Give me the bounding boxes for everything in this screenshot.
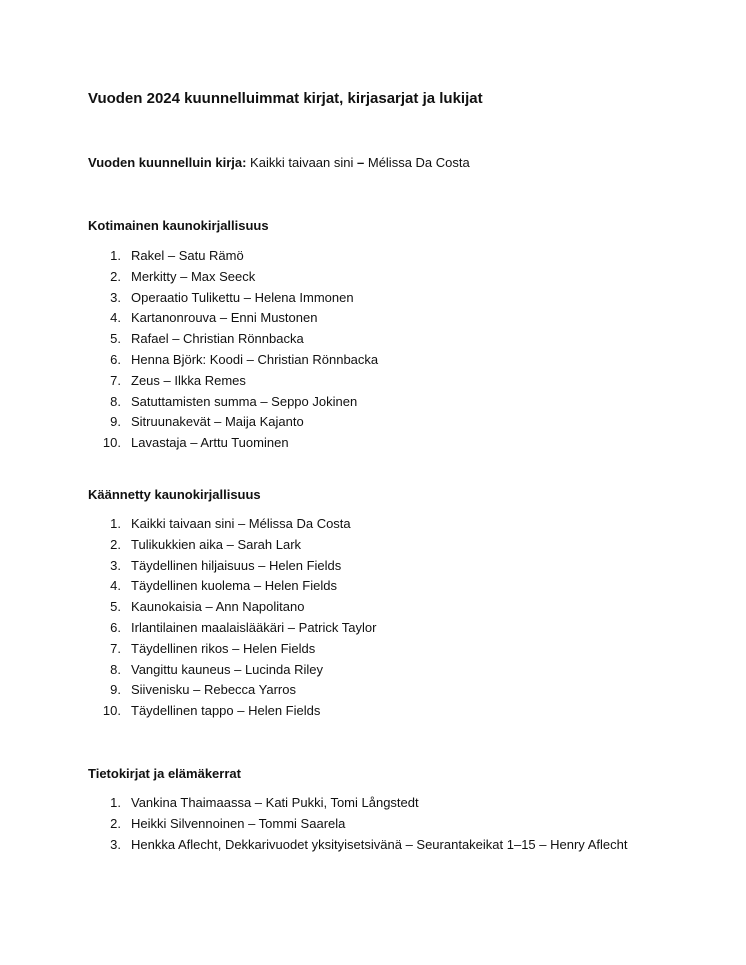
- list-item-text: Tulikukkien aika – Sarah Lark: [131, 536, 302, 552]
- list-number: 5.: [110, 599, 121, 615]
- list-item: [88, 308, 648, 329]
- list-item: [88, 350, 648, 371]
- list-number: 3.: [110, 289, 121, 305]
- list-item-text: Rafael – Christian Rönnbacka: [131, 331, 304, 347]
- translated-fiction-list: [88, 514, 648, 722]
- featured-book-title: Kaikki taivaan sini: [250, 155, 354, 170]
- list-item: [88, 680, 648, 701]
- nonfiction-list: [88, 793, 648, 855]
- featured-label: Vuoden kuunnelluin kirja:: [88, 155, 247, 170]
- list-item: [88, 793, 648, 814]
- list-item: [88, 288, 648, 309]
- list-number: 7.: [110, 372, 121, 388]
- section-heading-translated-fiction: Käännetty kaunokirjallisuus: [88, 487, 261, 502]
- list-number: 9.: [110, 682, 121, 698]
- list-item: [88, 514, 648, 535]
- list-item-text: Vangittu kauneus – Lucinda Riley: [131, 661, 323, 677]
- section-heading-nonfiction: Tietokirjat ja elämäkerrat: [88, 766, 241, 781]
- list-item: [88, 556, 648, 577]
- list-item-text: Kaikki taivaan sini – Mélissa Da Costa: [131, 516, 351, 531]
- list-item-text: Siivenisku – Rebecca Yarros: [131, 682, 296, 698]
- list-item: [88, 267, 648, 288]
- list-item: [88, 392, 648, 413]
- list-item-text: Merkitty – Max Seeck: [131, 268, 256, 284]
- featured-separator: –: [357, 155, 365, 170]
- list-item: [88, 660, 648, 681]
- list-item-text: Täydellinen kuolema – Helen Fields: [131, 578, 337, 594]
- list-item: [88, 576, 648, 597]
- list-number: 4.: [110, 310, 121, 326]
- domestic-fiction-list: [88, 246, 648, 454]
- list-item-text: Henkka Aflecht, Dekkarivuodet yksityisetsivänä – Seurantakeikat 1–15 – Henry Aflecht: [131, 836, 628, 852]
- list-number: 4.: [110, 578, 121, 594]
- page-title: Vuoden 2024 kuunnelluimmat kirjat, kirjasarjat ja lukijat: [88, 90, 483, 107]
- list-item-text: Kaunokaisia – Ann Napolitano: [131, 599, 305, 615]
- list-item-text: Operaatio Tulikettu – Helena Immonen: [131, 289, 354, 305]
- list-number: 8.: [110, 393, 121, 409]
- list-number: 1.: [110, 795, 121, 810]
- list-number: 8.: [110, 661, 121, 677]
- list-item: [88, 412, 648, 433]
- list-item-text: Lavastaja – Arttu Tuominen: [131, 435, 289, 451]
- section-heading-domestic-fiction: Kotimainen kaunokirjallisuus: [88, 218, 269, 233]
- list-item: [88, 371, 648, 392]
- list-number: 2.: [110, 815, 121, 831]
- list-item-text: Täydellinen hiljaisuus – Helen Fields: [131, 557, 342, 573]
- list-number: 10.: [102, 703, 121, 719]
- list-item: [88, 701, 648, 722]
- list-number: 9.: [110, 414, 121, 430]
- list-item: [88, 639, 648, 660]
- list-number: 10.: [102, 435, 121, 451]
- list-item: [88, 618, 648, 639]
- list-item-text: Kartanonrouva – Enni Mustonen: [131, 310, 318, 326]
- list-number: 3.: [110, 836, 121, 852]
- list-item-text: Täydellinen tappo – Helen Fields: [131, 703, 321, 719]
- featured-author: Mélissa Da Costa: [367, 155, 470, 170]
- list-item: [88, 535, 648, 556]
- list-number: 6.: [110, 351, 121, 367]
- list-item-text: Irlantilainen maalaislääkäri – Patrick Taylor: [131, 619, 377, 635]
- list-item-text: Rakel – Satu Rämö: [131, 248, 244, 263]
- list-item-text: Vankina Thaimaassa – Kati Pukki, Tomi Långstedt: [131, 795, 419, 810]
- list-number: 6.: [110, 619, 121, 635]
- list-item-text: Täydellinen rikos – Helen Fields: [131, 640, 316, 656]
- list-item: [88, 597, 648, 618]
- list-number: 2.: [110, 268, 121, 284]
- list-number: 7.: [110, 640, 121, 656]
- list-item: [88, 433, 648, 454]
- list-item: [88, 329, 648, 350]
- list-number: 1.: [110, 516, 121, 531]
- list-number: 2.: [110, 536, 121, 552]
- list-item-text: Heikki Silvennoinen – Tommi Saarela: [131, 815, 346, 831]
- list-item-text: Sitruunakevät – Maija Kajanto: [131, 414, 304, 430]
- list-item: [88, 814, 648, 835]
- featured-book: [88, 155, 470, 170]
- list-number: 5.: [110, 331, 121, 347]
- list-number: 3.: [110, 557, 121, 573]
- list-item-text: Henna Björk: Koodi – Christian Rönnbacka: [131, 351, 379, 367]
- list-item: [88, 835, 648, 856]
- list-item-text: Satuttamisten summa – Seppo Jokinen: [131, 393, 358, 409]
- list-item: [88, 246, 648, 267]
- list-item-text: Zeus – Ilkka Remes: [131, 372, 246, 388]
- list-number: 1.: [110, 248, 121, 263]
